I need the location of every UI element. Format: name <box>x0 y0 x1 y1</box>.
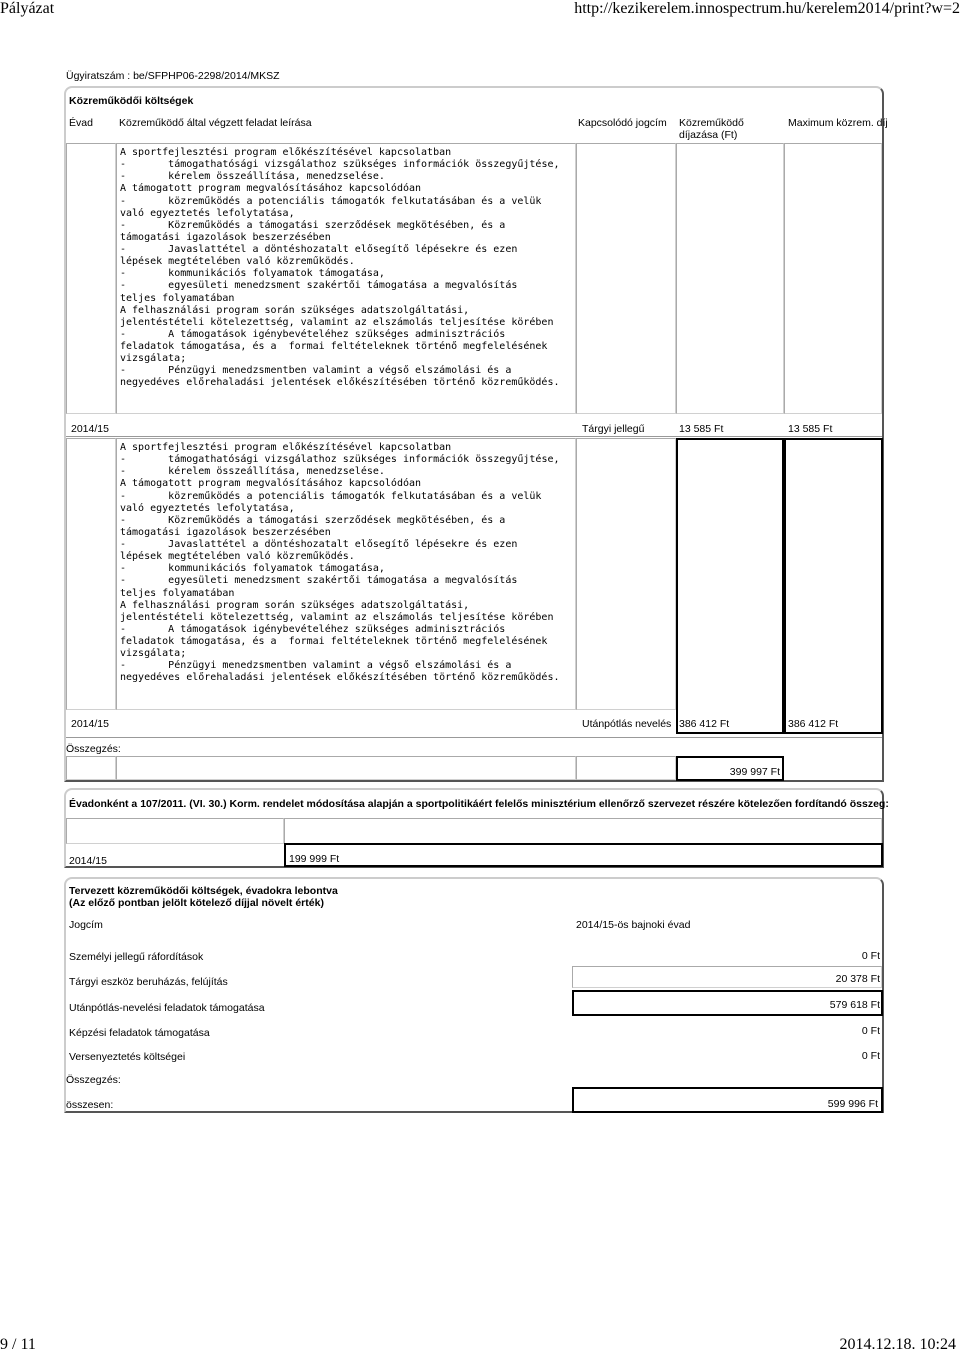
planned-row-training-value: 0 Ft <box>861 1025 880 1037</box>
planned-col-legal: Jogcím <box>69 919 103 931</box>
planned-row-training-label: Képzési feladatok támogatása <box>69 1027 210 1039</box>
planned-row-competition-value: 0 Ft <box>861 1050 880 1062</box>
row-divider <box>66 436 882 437</box>
row2-max: 386 412 Ft <box>788 718 839 730</box>
summary-divider <box>66 737 882 738</box>
mandatory-year: 2014/15 <box>69 855 107 867</box>
row1-year-cell <box>66 143 116 414</box>
print-header-url: http://kezikerelem.innospectrum.hu/kerelem2014/print?w=2 <box>574 0 960 17</box>
col-header-max: Maximum közrem. díj <box>788 117 888 129</box>
summary-year-cell <box>66 756 116 780</box>
row2-legal: Utánpótlás nevelés <box>582 718 672 730</box>
planned-row-personnel-label: Személyi jellegű ráfordítások <box>69 951 204 963</box>
row2-fee-box <box>676 438 784 734</box>
file-number: Ügyiratszám : be/SFPHP06-2298/2014/MKSZ <box>66 70 280 82</box>
row2-max-box <box>784 438 883 734</box>
planned-row-youth-value: 579 618 Ft <box>829 999 880 1011</box>
costs-title: Közreműködői költségek <box>69 95 194 107</box>
summary-legal-cell <box>576 756 676 780</box>
row1-year: 2014/15 <box>71 423 109 435</box>
row1-max-cell <box>784 143 882 414</box>
row1-legal-cell <box>576 143 676 414</box>
row2-fee: 386 412 Ft <box>679 718 730 730</box>
row1-fee-cell <box>676 143 784 414</box>
col-header-task: Közreműködő által végzett feladat leírása <box>119 117 312 129</box>
mandatory-year-header-cell <box>66 818 284 844</box>
col-header-fee: Közreműködő díjazása (Ft) <box>679 117 744 141</box>
row2-year-cell <box>66 438 116 710</box>
col-header-legal: Kapcsolódó jogcím <box>578 117 667 129</box>
mandatory-value-header-cell <box>284 818 882 844</box>
planned-row-assets-value: 20 378 Ft <box>835 973 880 985</box>
planned-total-value: 599 996 Ft <box>572 1087 883 1113</box>
row1-max: 13 585 Ft <box>788 423 833 435</box>
planned-col-season: 2014/15-ös bajnoki évad <box>576 919 691 931</box>
print-header-title: Pályázat <box>0 0 55 17</box>
row1-fee: 13 585 Ft <box>679 423 724 435</box>
row2-description[interactable]: A sportfejlesztési program előkészítésével kapcsolatban - támogathatósági vizsgálathoz szükséges információk összegyűjtése, - kérelem összeállítása, menedzselése. A támogatott program megvalósításához kapcsolódóan - közreműködés a potenciális támogatók felkutatásában és a velük való egyeztetés lefolytatása, - Közreműködés a támogatási szerződések megkötésében, és a támogatási igazolások beszerzésében - Javaslattétel a döntéshozatalt elősegítő lépésekre és ezen lépések megtételében való közreműködés. - kommunikációs folyamatok támogatása, - egyesületi menedzsment szakértői támogatása a megvalósítás teljes folyamatában A felhasználási program során szükséges adatszolgáltatási, jelentéstételi kötelezettség, valamint az elszámolás teljesítése körében - A támogatások igénybevételéhez szükséges adminisztrációs feladatok támogatása, és a formai feltételeknek történő megfelelésének vizsgálata; - Pénzügyi menedzsmentben valamint a végső elszámolási és a negyedéves előrehaladási jelentések előkészítésében történő közreműködés. <box>116 438 576 710</box>
col-header-year: Évad <box>69 117 93 129</box>
planned-row-competition-label: Versenyeztetés költségei <box>69 1051 186 1063</box>
print-timestamp: 2014.12.18. 10:24 <box>839 1336 956 1353</box>
planned-total-label: összesen: <box>66 1099 114 1111</box>
planned-row-assets-label: Tárgyi eszköz beruházás, felújítás <box>69 976 228 988</box>
page-number: 9 / 11 <box>0 1336 36 1353</box>
row1-legal: Tárgyi jellegű <box>582 423 645 435</box>
planned-title-line1: Tervezett közreműködői költségek, évadokra lebontva <box>69 885 338 897</box>
planned-title-line2: (Az előző pontban jelölt kötelező díjjal növelt érték) <box>69 897 324 909</box>
planned-summary-label: Összegzés: <box>66 1074 121 1086</box>
costs-summary-label: Összegzés: <box>66 743 121 755</box>
mandatory-title: Évadonként a 107/2011. (VI. 30.) Korm. rendelet módosítása alapján a sportpolitikáért felelős minisztérium ellenőrző szervezet részére kötelezően fordítandó összeg: <box>69 798 889 810</box>
planned-row-personnel-value: 0 Ft <box>861 950 880 962</box>
summary-task-cell <box>116 756 576 780</box>
row2-year: 2014/15 <box>71 718 109 730</box>
row2-legal-cell <box>576 438 676 710</box>
planned-row-youth-label: Utánpótlás-nevelési feladatok támogatása <box>69 1002 265 1014</box>
row1-description[interactable]: A sportfejlesztési program előkészítésével kapcsolatban - támogathatósági vizsgálathoz szükséges információk összegyűjtése, - kérelem összeállítása, menedzselése. A támogatott program megvalósításához kapcsolódóan - közreműködés a potenciális támogatók felkutatásában és a velük való egyeztetés lefolytatása, - Közreműködés a támogatási szerződések megkötésében, és a támogatási igazolások beszerzésében - Javaslattétel a döntéshozatalt elősegítő lépésekre és ezen lépések megtételében való közreműködés. - kommunikációs folyamatok támogatása, - egyesületi menedzsment szakértői támogatása a megvalósítás teljes folyamatában A felhasználási program során szükséges adatszolgáltatási, jelentéstételi kötelezettség, valamint az elszámolás teljesítése körében - A támogatások igénybevételéhez szükséges adminisztrációs feladatok támogatása, és a formai feltételeknek történő megfelelésének vizsgálata; - Pénzügyi menedzsmentben valamint a végső elszámolási és a negyedéves előrehaladási jelentések előkészítésében történő közreműködés. <box>116 143 576 414</box>
mandatory-value: 199 999 Ft <box>284 843 883 867</box>
costs-summary-total: 399 997 Ft <box>676 756 784 781</box>
